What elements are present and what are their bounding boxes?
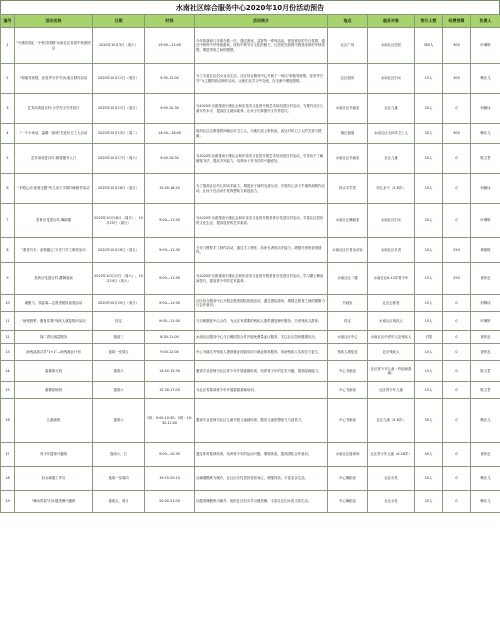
cell-time: 19:00—22:00: [145, 28, 195, 64]
cell-name: 青少年篮球兴趣班: [15, 443, 93, 467]
cell-date: 2020年10月13日（周二）: [93, 124, 145, 144]
cell-time: 9:00—11:00: [145, 312, 195, 331]
cell-date: 2020年10月11日（周日）: [93, 64, 145, 94]
table-row: [1, 399, 500, 443]
cell-budget: 0: [443, 295, 471, 312]
cell-target: 社区青少年儿童（有绘画基础）: [368, 361, 415, 382]
table-row: [1, 28, 500, 64]
cell-target: 水南社区残疾人: [368, 312, 415, 331]
cell-name: 闻二酉压测量服务: [15, 331, 93, 344]
cell-date: 逢周一至周四: [93, 467, 145, 491]
cell-desc: 为了提高社区幼儿的动手能力，增进亲子间的交流互动，开展幼儿亲子手指印画制作活动，让孩子在活动中发挥想象力和创造力。: [195, 174, 328, 204]
cell-name: 艺术培训进百村-硬笔楷书入门: [15, 144, 93, 174]
cell-budget: 0: [443, 204, 471, 238]
cell-person: 查梓良: [471, 263, 500, 295]
col-header-place: 地点: [328, 15, 368, 28]
cell-target: 水南社区妇女: [368, 64, 415, 94]
cell-no: 1: [1, 28, 15, 64]
cell-date: 2020年10月18日（周日）: [93, 174, 145, 204]
cell-name: "小康彩园汇 · 中秋共团圆"水南社区首届中秋游园会: [15, 28, 93, 64]
table-row: [1, 204, 500, 238]
table-row: [1, 443, 500, 467]
cell-target: 社区志愿者: [368, 295, 415, 312]
cell-date: 逢周六、日: [93, 443, 145, 467]
cell-name: "和谐邻里情，爱食齐分享"妇女面点制作活动: [15, 64, 93, 94]
cell-person: 叶琳婷: [471, 312, 500, 331]
cell-count: 20人: [415, 467, 443, 491]
cell-budget: 0: [443, 443, 471, 467]
cell-person: 查梓良: [471, 443, 500, 467]
cell-target: 水南社区妇女: [368, 204, 415, 238]
cell-no: 16: [1, 399, 15, 443]
cell-count: 20人: [415, 204, 443, 238]
cell-desc: 为了丰富社区妇女业余生活，社区综合服务中心开展了一场以"和谐邻里情，爱食齐分享"为主题的面点制作活动，让她们在学习中交流，在交流中增进感情。: [195, 64, 328, 94]
cell-desc: 与石碣康复中心合作，为社区有需要的残疾人提供康复理疗服务，关爱残疾人群体。: [195, 312, 328, 331]
cell-date: 2020年10月25日（周日）: [93, 295, 145, 312]
cell-place: 残疾人康复室: [328, 344, 368, 361]
cell-budget: 0: [443, 361, 471, 382]
cell-name: 美育沙龙进百村-舞蹈课: [15, 204, 93, 238]
cell-date: 2020年10月16日（周五）: [93, 238, 145, 263]
cell-person: 何佩诗: [471, 174, 500, 204]
col-header-name: 活动名称: [15, 15, 93, 28]
cell-person: 查梓良: [471, 331, 500, 344]
cell-name: "一个小举动，温暖一座城"关爱环卫工人活动: [15, 124, 93, 144]
cell-desc: 通过体育篮球培训，培养青少年的运动兴趣，增强体质，提高团队合作意识。: [195, 443, 328, 467]
header-row: [1, 15, 500, 28]
cell-desc: 以瑜伽锻炼为媒介，让社区女性居民放松身心，增强体质，丰富业余生活。: [195, 467, 328, 491]
cell-desc: 为2020年全面建成小康社会和东莞市文化馆开展艺术培训进百村活动，为提升社区儿童写作水平，提高语文阅读素养，让孩子们掌握作文写作技巧。: [195, 94, 328, 124]
cell-budget: 0: [443, 344, 471, 361]
cell-person: 赖乐儿: [471, 467, 500, 491]
cell-count: 20人: [415, 491, 443, 513]
table-row: [1, 64, 500, 94]
cell-no: 15: [1, 382, 15, 399]
table-row: [1, 238, 500, 263]
cell-target: 幼儿亲子（3-6岁）: [368, 174, 415, 204]
cell-target: 社区儿童: [368, 144, 415, 174]
cell-desc: 水南社区服务中心与石碣医院合作开展免费量血压服务，关注社区居民健康状况。: [195, 331, 328, 344]
col-header-budget: 经费预算: [443, 15, 471, 28]
cell-count: 30人: [415, 399, 443, 443]
cell-time: 20:00-21:00: [145, 491, 195, 513]
cell-date: 逢周一至周五: [93, 344, 145, 361]
cell-date: 2020年10月17日（周六）、10月24日（周六）: [93, 263, 145, 295]
cell-target: 社区青少年儿童: [368, 382, 415, 399]
cell-date: 逢周五、周日: [93, 491, 145, 513]
cell-target: 社区女性: [368, 467, 415, 491]
cell-target: 社区儿童（5-8岁）: [368, 399, 415, 443]
cell-desc: 为2020年全面建成小康社会和东莞市文化馆开展美育沙龙进百村活动，学习爵士舞表演技巧，提高青少年的艺术素养。: [195, 263, 328, 295]
cell-time: 9:00—10:30: [145, 443, 195, 467]
cell-count: 15人: [415, 382, 443, 399]
cell-budget: 500: [443, 124, 471, 144]
cell-place: 水南社区书画室: [328, 144, 368, 174]
cell-date: 2020年10月11日（周日）: [93, 94, 145, 124]
table-row: [1, 331, 500, 344]
cell-desc: 中心为辖区内残疾人提供就业技能培训与就业推荐服务，协助残疾人实现自力更生。: [195, 344, 328, 361]
cell-count: 10人: [415, 238, 443, 263]
cell-place: 中心书画室: [328, 382, 368, 399]
cell-person: 何佩诗: [471, 295, 500, 312]
cell-no: 4: [1, 124, 15, 144]
cell-desc: 邀请专业老师为社区儿童开展儿童画培训，激发儿童的想象力与创造力。: [195, 399, 328, 443]
cell-count: 15人: [415, 361, 443, 382]
cell-person: 赖乐儿: [471, 64, 500, 94]
cell-time: 9:00—11:00: [145, 295, 195, 312]
cell-no: 18: [1, 467, 15, 491]
cell-place: 水南社区篮球场: [328, 443, 368, 467]
cell-time: 15:30-17:00: [145, 382, 195, 399]
cell-time: 9:00-10:30: [145, 94, 195, 124]
cell-place: 四点半学堂: [328, 174, 368, 204]
cell-name: 助残成真共享"1+1"—助残就业计划: [15, 344, 93, 361]
cell-no: 3: [1, 94, 15, 124]
page-title: 水南社区综合服务中心2020年10月份活动预告: [0, 0, 500, 14]
cell-count: 10人: [415, 344, 443, 361]
cell-time: 9:00-10:30: [145, 144, 195, 174]
cell-time: 14:00-15:30: [145, 361, 195, 382]
cell-time: 14:00—16:00: [145, 124, 195, 144]
cell-person: 查梓良: [471, 344, 500, 361]
cell-time: 19:15-20:15: [145, 467, 195, 491]
cell-target: 水南社区中老年人及残疾人: [368, 331, 415, 344]
cell-place: 社区广场: [328, 28, 368, 64]
cell-no: 10: [1, 295, 15, 312]
cell-no: 19: [1, 491, 15, 513]
cell-budget: 0: [443, 399, 471, 443]
cell-budget: 250: [443, 238, 471, 263]
col-header-no: 编号: [1, 15, 15, 28]
table-row: [1, 144, 500, 174]
cell-target: 社区青少年儿童（6-18岁）: [368, 443, 415, 467]
cell-person: 叶琳婷: [471, 28, 500, 64]
table-row: [1, 124, 500, 144]
cell-target: 社区儿童: [368, 94, 415, 124]
cell-no: 6: [1, 174, 15, 204]
cell-time: 9:30-12:00: [145, 64, 195, 94]
cell-place: 中心书画室: [328, 361, 368, 382]
cell-time: 9:00-12:00: [145, 344, 195, 361]
cell-date: 2020年10月17日（周六）: [93, 144, 145, 174]
cell-count: 15人: [415, 295, 443, 312]
cell-person: 陈卫君: [471, 361, 500, 382]
cell-time: 9:00—11:00: [145, 263, 195, 295]
cell-no: 14: [1, 361, 15, 382]
cell-count: 300人: [415, 28, 443, 64]
cell-name: "助残圆梦，康复你我"残疾人康复慰问活动: [15, 312, 93, 331]
table-row: [1, 382, 500, 399]
cell-name: 儿童画班: [15, 399, 93, 443]
cell-desc: 社区综合服务中心开展志愿者团队拓展活动，通过团队游戏，增强志愿者之间的凝聚力与合作意识。: [195, 295, 328, 312]
cell-target: 水南社区6-13岁青少年: [368, 263, 415, 295]
cell-place: 中心书画室: [328, 399, 368, 443]
activity-table-body: [1, 28, 500, 513]
col-header-desc: 活动简介: [195, 15, 328, 28]
cell-no: 7: [1, 204, 15, 238]
table-row: [1, 344, 500, 361]
table-row: [1, 361, 500, 382]
cell-budget: 300: [443, 28, 471, 64]
cell-desc: 为社区零基础青少年开展素描基础培训。: [195, 382, 328, 399]
cell-person: 陈卫君: [471, 382, 500, 399]
cell-no: 2: [1, 64, 15, 94]
cell-no: 8: [1, 238, 15, 263]
table-row: [1, 491, 500, 513]
cell-desc: 组织社区志愿者慰问辖区环卫工人，为他们送上慰问品，表达对环卫工人的关爱与感谢。: [195, 124, 328, 144]
cell-desc: 为2020年全面建成小康社会和东莞市文化馆开展艺术培训进百村活动，引导孩子了解硬笔书法，提高书写能力，培养孩子对书法的兴趣爱好。: [195, 144, 328, 174]
table-row: [1, 263, 500, 295]
col-header-person: 负责人: [471, 15, 500, 28]
cell-name: "重老巧手，爱我健心"天安门手工制作活动: [15, 238, 93, 263]
table-row: [1, 467, 500, 491]
cell-date: 逢周六: [93, 399, 145, 443]
cell-desc: 今年的我和几年都在做一次，通过游戏、益智等一系列活动，营造欢乐的节日氛围，通过中秋时中华传统游戏，体验中秋节日文化的魅力，让居民在游园中感受浓浓的中秋氛围，增进邻里之间的感情。: [195, 28, 328, 64]
cell-time: 9:00—11:30: [145, 238, 195, 263]
cell-count: 15人: [415, 263, 443, 295]
cell-no: 5: [1, 144, 15, 174]
cell-count: 不限: [415, 331, 443, 344]
table-row: [1, 174, 500, 204]
cell-place: 水南社区舞蹈室: [328, 204, 368, 238]
cell-place: 待定: [328, 312, 368, 331]
col-header-date: 日期: [93, 15, 145, 28]
cell-count: 15人: [415, 312, 443, 331]
cell-place: 社区厨房: [328, 64, 368, 94]
cell-target: 水南社区全体环卫工人: [368, 124, 415, 144]
cell-place: 辖区街道: [328, 124, 368, 144]
cell-place: 书画室: [328, 295, 368, 312]
cell-desc: 以健美操锻炼为媒介，组织社区妇女学习健美操，丰富社区妇女的文体生活。: [195, 491, 328, 513]
cell-no: 9: [1, 263, 15, 295]
cell-count: 20人: [415, 94, 443, 124]
cell-date: 2020年10月18日（周日）、10月25日（周日）: [93, 204, 145, 238]
cell-no: 13: [1, 344, 15, 361]
cell-date: 逢周六: [93, 361, 145, 382]
cell-name: 凝聚力，零距离—志愿者团队拓展活动: [15, 295, 93, 312]
cell-target: 水南社区居民: [368, 28, 415, 64]
cell-no: 12: [1, 331, 15, 344]
cell-date: 待定: [93, 312, 145, 331]
cell-person: 黄艳桃: [471, 238, 500, 263]
cell-desc: 为2020年全面建成小康社会和东莞市文化馆开展美育沙龙进百村活动，丰富社区居民的文化生活，提高居民的艺术素养。: [195, 204, 328, 238]
cell-budget: 250: [443, 263, 471, 295]
cell-name: 艺术培训进百村-小学作文写作技巧: [15, 94, 93, 124]
cell-count: 20人: [415, 144, 443, 174]
cell-place: 中心舞蹈室: [328, 491, 368, 513]
cell-time: 9:00—11:00: [145, 204, 195, 238]
cell-person: 叶琳婷: [471, 204, 500, 238]
cell-desc: 天安门模型手工制作活动，通过手工制作，培养长者的动手能力，增强长者的爱国情怀。: [195, 238, 328, 263]
col-header-target: 服务对象: [368, 15, 415, 28]
table-row: [1, 94, 500, 124]
cell-time: 15:00-16:30: [145, 174, 195, 204]
cell-place: 水南社区书画室: [328, 94, 368, 124]
cell-time: 1班：9:00-10:30；2班：10:30-12:00: [145, 399, 195, 443]
cell-person: 赖乐儿: [471, 491, 500, 513]
cell-count: 40人: [415, 443, 443, 467]
cell-budget: 300: [443, 64, 471, 94]
cell-budget: 0: [443, 144, 471, 174]
cell-person: 何佩诗: [471, 94, 500, 124]
cell-no: 11: [1, 312, 15, 331]
cell-budget: 0: [443, 331, 471, 344]
cell-place: 水南社区二楼: [328, 263, 368, 295]
cell-count: 10人: [415, 174, 443, 204]
col-header-count: 预计人数: [415, 15, 443, 28]
cell-place: 水南社区中心: [328, 331, 368, 344]
cell-budget: 0: [443, 382, 471, 399]
cell-desc: 邀请专业老师为社区青少年开展素描培训，培养青少年的艺术兴趣，提高绘画能力。: [195, 361, 328, 382]
cell-name: "舞动青春"妇女健美操兴趣班: [15, 491, 93, 513]
cell-place: 中心舞蹈室: [328, 467, 368, 491]
activity-table: [0, 14, 500, 513]
cell-person: 陈卫君: [471, 144, 500, 174]
cell-budget: 0: [443, 312, 471, 331]
cell-no: 17: [1, 443, 15, 467]
cell-date: 逢周三: [93, 331, 145, 344]
cell-name: 妇女瑜伽工作坊: [15, 467, 93, 491]
cell-name: 素描基础班: [15, 382, 93, 399]
cell-target: 水南社区长者: [368, 238, 415, 263]
cell-budget: 0: [443, 491, 471, 513]
cell-name: 美育沙龙进百村-爵舞表演: [15, 263, 93, 295]
cell-date: 2020年10月3日（周六）: [93, 28, 145, 64]
cell-time: 8:30-11:00: [145, 331, 195, 344]
cell-date: 逢周六: [93, 382, 145, 399]
table-row: [1, 312, 500, 331]
cell-target: 社区残疾人: [368, 344, 415, 361]
cell-budget: 0: [443, 467, 471, 491]
cell-budget: 0: [443, 94, 471, 124]
cell-budget: 0: [443, 174, 471, 204]
cell-count: 30人: [415, 124, 443, 144]
cell-person: 赖乐儿: [471, 399, 500, 443]
cell-name: 素描练习班: [15, 361, 93, 382]
table-row: [1, 295, 500, 312]
cell-count: 15人: [415, 64, 443, 94]
cell-name: "手眼心动·创意无限"幼儿亲子手指印画制作活动: [15, 174, 93, 204]
col-header-time: 时间: [145, 15, 195, 28]
cell-place: 水南社区长者活动室: [328, 238, 368, 263]
cell-person: 赖乐儿: [471, 124, 500, 144]
cell-target: 社区女性: [368, 491, 415, 513]
